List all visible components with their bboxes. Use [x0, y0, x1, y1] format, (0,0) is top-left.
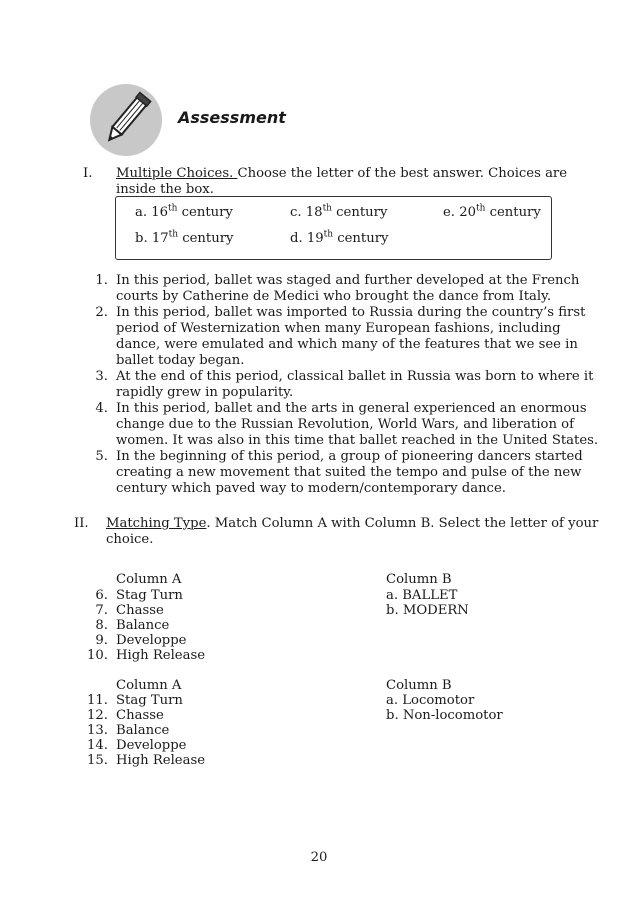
item-text: period of Westernization when many European fashions, including: [116, 321, 561, 336]
item-number: 2.: [95, 305, 108, 320]
item-number: 12.: [87, 708, 108, 723]
section-numeral: I.: [83, 166, 93, 181]
item-text: century which paved way to modern/contemporary dance.: [116, 481, 506, 496]
item-number: 8.: [95, 618, 108, 633]
item-text: In this period, ballet and the arts in general experienced an enormous: [116, 401, 587, 416]
item-text: At the end of this period, classical ballet in Russia was born to where it: [116, 369, 594, 384]
item-number: 7.: [95, 603, 108, 618]
instruction-text: . Match Column A with Column B. Select the letter of your: [206, 516, 599, 531]
section-instruction: [116, 166, 568, 182]
item-number: 3.: [95, 369, 108, 384]
item-number: 6.: [95, 588, 108, 603]
page-number: 20: [310, 850, 328, 865]
option-text: b. Non-locomotor: [386, 708, 503, 723]
item-text: creating a new movement that suited the tempo and pulse of the new: [116, 465, 582, 480]
choice-c: c. 18th century: [290, 203, 388, 220]
item-number: 9.: [95, 633, 108, 648]
section-instruction: [106, 516, 598, 532]
item-number: 4.: [95, 401, 108, 416]
section-heading: Multiple Choices.: [116, 166, 238, 181]
pencil-icon: [90, 84, 162, 156]
item-number: 14.: [87, 738, 108, 753]
item-number: 11.: [87, 693, 108, 708]
instruction-text: inside the box.: [116, 182, 214, 197]
item-text: High Release: [116, 753, 206, 768]
item-number: 10.: [87, 648, 108, 663]
item-text: Stag Turn: [116, 693, 183, 708]
item-number: 13.: [87, 723, 108, 738]
item-text: Stag Turn: [116, 588, 183, 603]
page-title: Assessment: [178, 108, 286, 127]
option-text: a. BALLET: [386, 588, 458, 603]
item-number: 5.: [95, 449, 108, 464]
choice-e: e. 20th century: [443, 203, 541, 220]
item-number: 1.: [95, 273, 108, 288]
section-numeral: II.: [74, 516, 89, 531]
section-heading: Matching Type: [106, 516, 207, 531]
item-text: Chasse: [116, 708, 164, 723]
item-text: change due to the Russian Revolution, World Wars, and liberation of: [116, 417, 574, 432]
item-text: courts by Catherine de Medici who brought the dance from Italy.: [116, 289, 552, 304]
item-text: Balance: [116, 618, 170, 633]
item-text: High Release: [116, 648, 206, 663]
item-number: 15.: [87, 753, 108, 768]
item-text: In this period, ballet was imported to Russia during the country’s first: [116, 305, 586, 320]
item-text: In this period, ballet was staged and further developed at the French: [116, 273, 580, 288]
choice-a: a. 16th century: [135, 203, 233, 220]
option-text: b. MODERN: [386, 603, 469, 618]
item-text: dance, were emulated and which many of the features that we see in: [116, 337, 578, 352]
column-b-header: Column B: [386, 572, 452, 587]
option-text: a. Locomotor: [386, 693, 475, 708]
choice-b: b. 17th century: [135, 229, 234, 246]
column-a-header: Column A: [116, 572, 182, 587]
item-text: In the beginning of this period, a group of pioneering dancers started: [116, 449, 583, 464]
item-text: ballet today began.: [116, 353, 245, 368]
instruction-text: choice.: [106, 532, 154, 547]
instruction-text: Choose the letter of the best answer. Choices are: [237, 166, 568, 181]
item-text: women. It was also in this time that ballet reached in the United States.: [116, 433, 599, 448]
column-a-header: Column A: [116, 678, 182, 693]
choice-d: d. 19th century: [290, 229, 389, 246]
item-text: Balance: [116, 723, 170, 738]
item-text: Developpe: [116, 633, 187, 648]
item-text: rapidly grew in popularity.: [116, 385, 294, 400]
item-text: Developpe: [116, 738, 187, 753]
item-text: Chasse: [116, 603, 164, 618]
column-b-header: Column B: [386, 678, 452, 693]
